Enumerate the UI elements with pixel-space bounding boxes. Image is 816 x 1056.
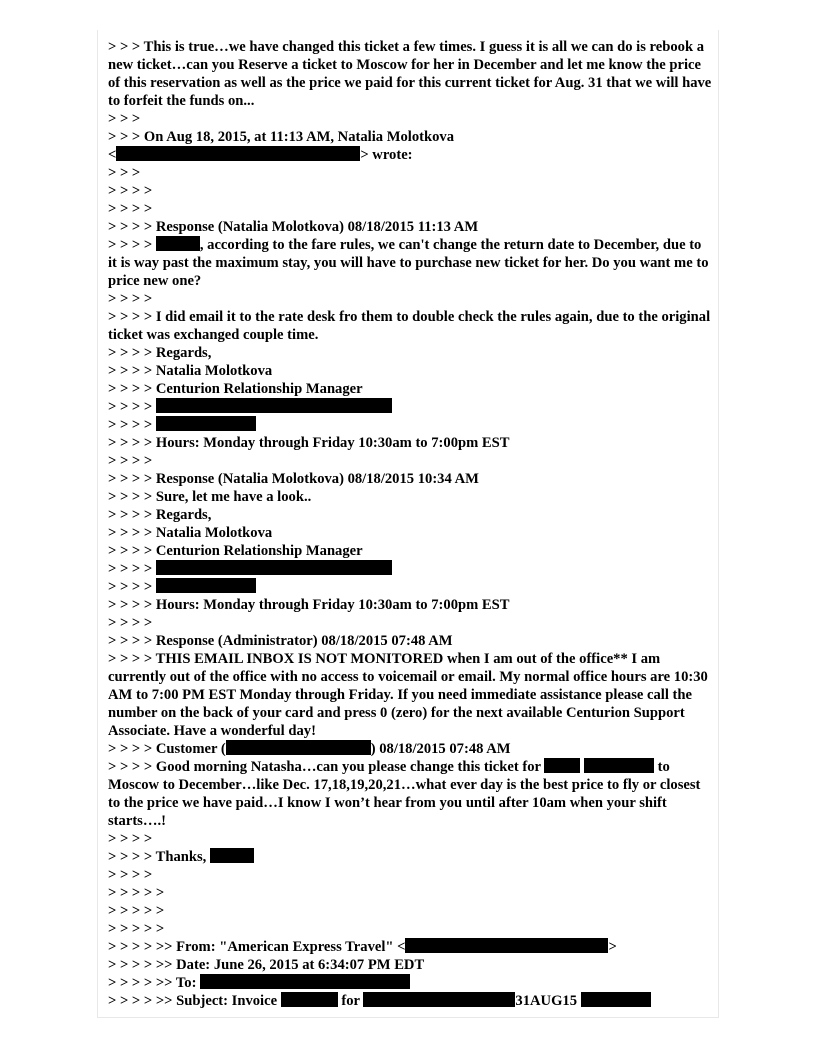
text-line [108, 398, 712, 416]
text-line [108, 560, 712, 578]
text-line: > > > > [108, 615, 153, 631]
text-line: > > > This is true…we have changed this ticket a few times. I guess it is all we can do is rebook a new ticket…can you Reserve a ticket to Moscow for her in December and let me know the price of this reservation as well as the price we paid for this current ticket for Aug. 31 that we will have to forfeit the funds on... [108, 39, 715, 109]
text-line: > > > > Response (Administrator) 08/18/2015 07:48 AM [108, 633, 453, 649]
text-line: > > > On Aug 18, 2015, at 11:13 AM, Natalia Molotkova [108, 129, 455, 145]
text-line: > > > > Sure, let me have a look.. [108, 489, 312, 505]
text-line [108, 236, 712, 290]
text-line: > > > > Regards, [108, 345, 212, 361]
text-line: > > > [108, 111, 141, 127]
text-fragment: > > > > [108, 237, 156, 253]
text-line: > > > > [108, 291, 153, 307]
text-fragment: 31AUG15 [515, 993, 581, 1009]
redaction-box [363, 992, 515, 1007]
text-fragment: > > > > [108, 399, 156, 415]
redaction-box [156, 236, 200, 251]
text-line: > > > > >> Date: June 26, 2015 at 6:34:07 PM EDT [108, 957, 425, 973]
text-line [108, 416, 712, 434]
text-line: > > > > > [108, 903, 165, 919]
text-line [108, 758, 712, 830]
text-fragment: > > > > >> To: [108, 975, 201, 991]
text-line: > > > > [108, 201, 153, 217]
redaction-box [200, 974, 410, 989]
redaction-box [544, 758, 580, 773]
text-fragment: , according to the fare rules, we can't change the return date to December, due to it is way past the maximum stay, you will have to purchase new ticket for her. Do you want me to price new one? [108, 237, 713, 289]
text-fragment: > > > > Good morning Natasha…can you please change this ticket for [108, 759, 545, 775]
text-fragment: to Moscow to December…like Dec. 17,18,19,20,21…what ever day is the best price to fly or closest to the price we have paid…I know I won’t hear from you until after 10am when your shift starts….! [108, 759, 705, 829]
text-fragment: > > > > [108, 579, 156, 595]
text-fragment: > > > > Customer ( [108, 741, 226, 757]
text-line: > > > > THIS EMAIL INBOX IS NOT MONITORED when I am out of the office** I am currently out of the office with no access to voicemail or email. My normal office hours are 10:30 AM to 7:00 PM EST Monday through Friday. If you need immediate assistance please call the number on the back of your card and press 0 (zero) for the next available Centurion Support Associate. Have a wonderful day! [108, 651, 711, 739]
text-fragment: > [608, 939, 617, 955]
redaction-box [156, 560, 392, 575]
text-line: > > > > Response (Natalia Molotkova) 08/18/2015 11:13 AM [108, 219, 479, 235]
redaction-box [281, 992, 338, 1007]
text-line: > > > > Natalia Molotkova [108, 363, 273, 379]
text-fragment: ) 08/18/2015 07:48 AM [370, 741, 511, 757]
text-line: > > > > > [108, 921, 165, 937]
text-fragment: > wrote: [360, 147, 413, 163]
text-line [108, 740, 712, 758]
redaction-box [581, 992, 651, 1007]
text-line: > > > > > [108, 885, 165, 901]
text-line: > > > > Hours: Monday through Friday 10:30am to 7:00pm EST [108, 597, 510, 613]
text-line [108, 146, 712, 164]
text-fragment: > > > > >> From: "American Express Travel" < [108, 939, 406, 955]
text-fragment: for [337, 993, 364, 1009]
text-line: > > > > Centurion Relationship Manager [108, 381, 363, 397]
text-line [108, 992, 712, 1010]
text-line: > > > [108, 165, 141, 181]
text-line: > > > > Natalia Molotkova [108, 525, 273, 541]
redaction-box [156, 398, 392, 413]
text-fragment: > > > > Thanks, [108, 849, 210, 865]
redaction-box [584, 758, 654, 773]
redaction-box [156, 578, 256, 593]
text-line: > > > > Regards, [108, 507, 212, 523]
text-line: > > > > [108, 453, 153, 469]
email-thread [108, 38, 715, 1010]
text-line: > > > > [108, 867, 153, 883]
text-line: > > > > Response (Natalia Molotkova) 08/18/2015 10:34 AM [108, 471, 479, 487]
text-line [108, 938, 712, 956]
redaction-box [116, 146, 360, 161]
redaction-box [405, 938, 608, 953]
text-fragment: > > > > [108, 561, 156, 577]
text-line [108, 974, 712, 992]
text-line [108, 848, 712, 866]
redaction-box [156, 416, 256, 431]
text-line: > > > > Centurion Relationship Manager [108, 543, 363, 559]
text-line [108, 578, 712, 596]
text-fragment: < [108, 147, 117, 163]
text-line: > > > > [108, 831, 153, 847]
text-line: > > > > I did email it to the rate desk fro them to double check the rules again, due to the original ticket was exchanged couple time. [108, 309, 714, 343]
text-line: > > > > Hours: Monday through Friday 10:30am to 7:00pm EST [108, 435, 510, 451]
text-fragment: > > > > >> Subject: Invoice [108, 993, 281, 1009]
text-fragment: > > > > [108, 417, 156, 433]
text-line: > > > > [108, 183, 153, 199]
redaction-box [226, 740, 371, 755]
redaction-box [210, 848, 254, 863]
